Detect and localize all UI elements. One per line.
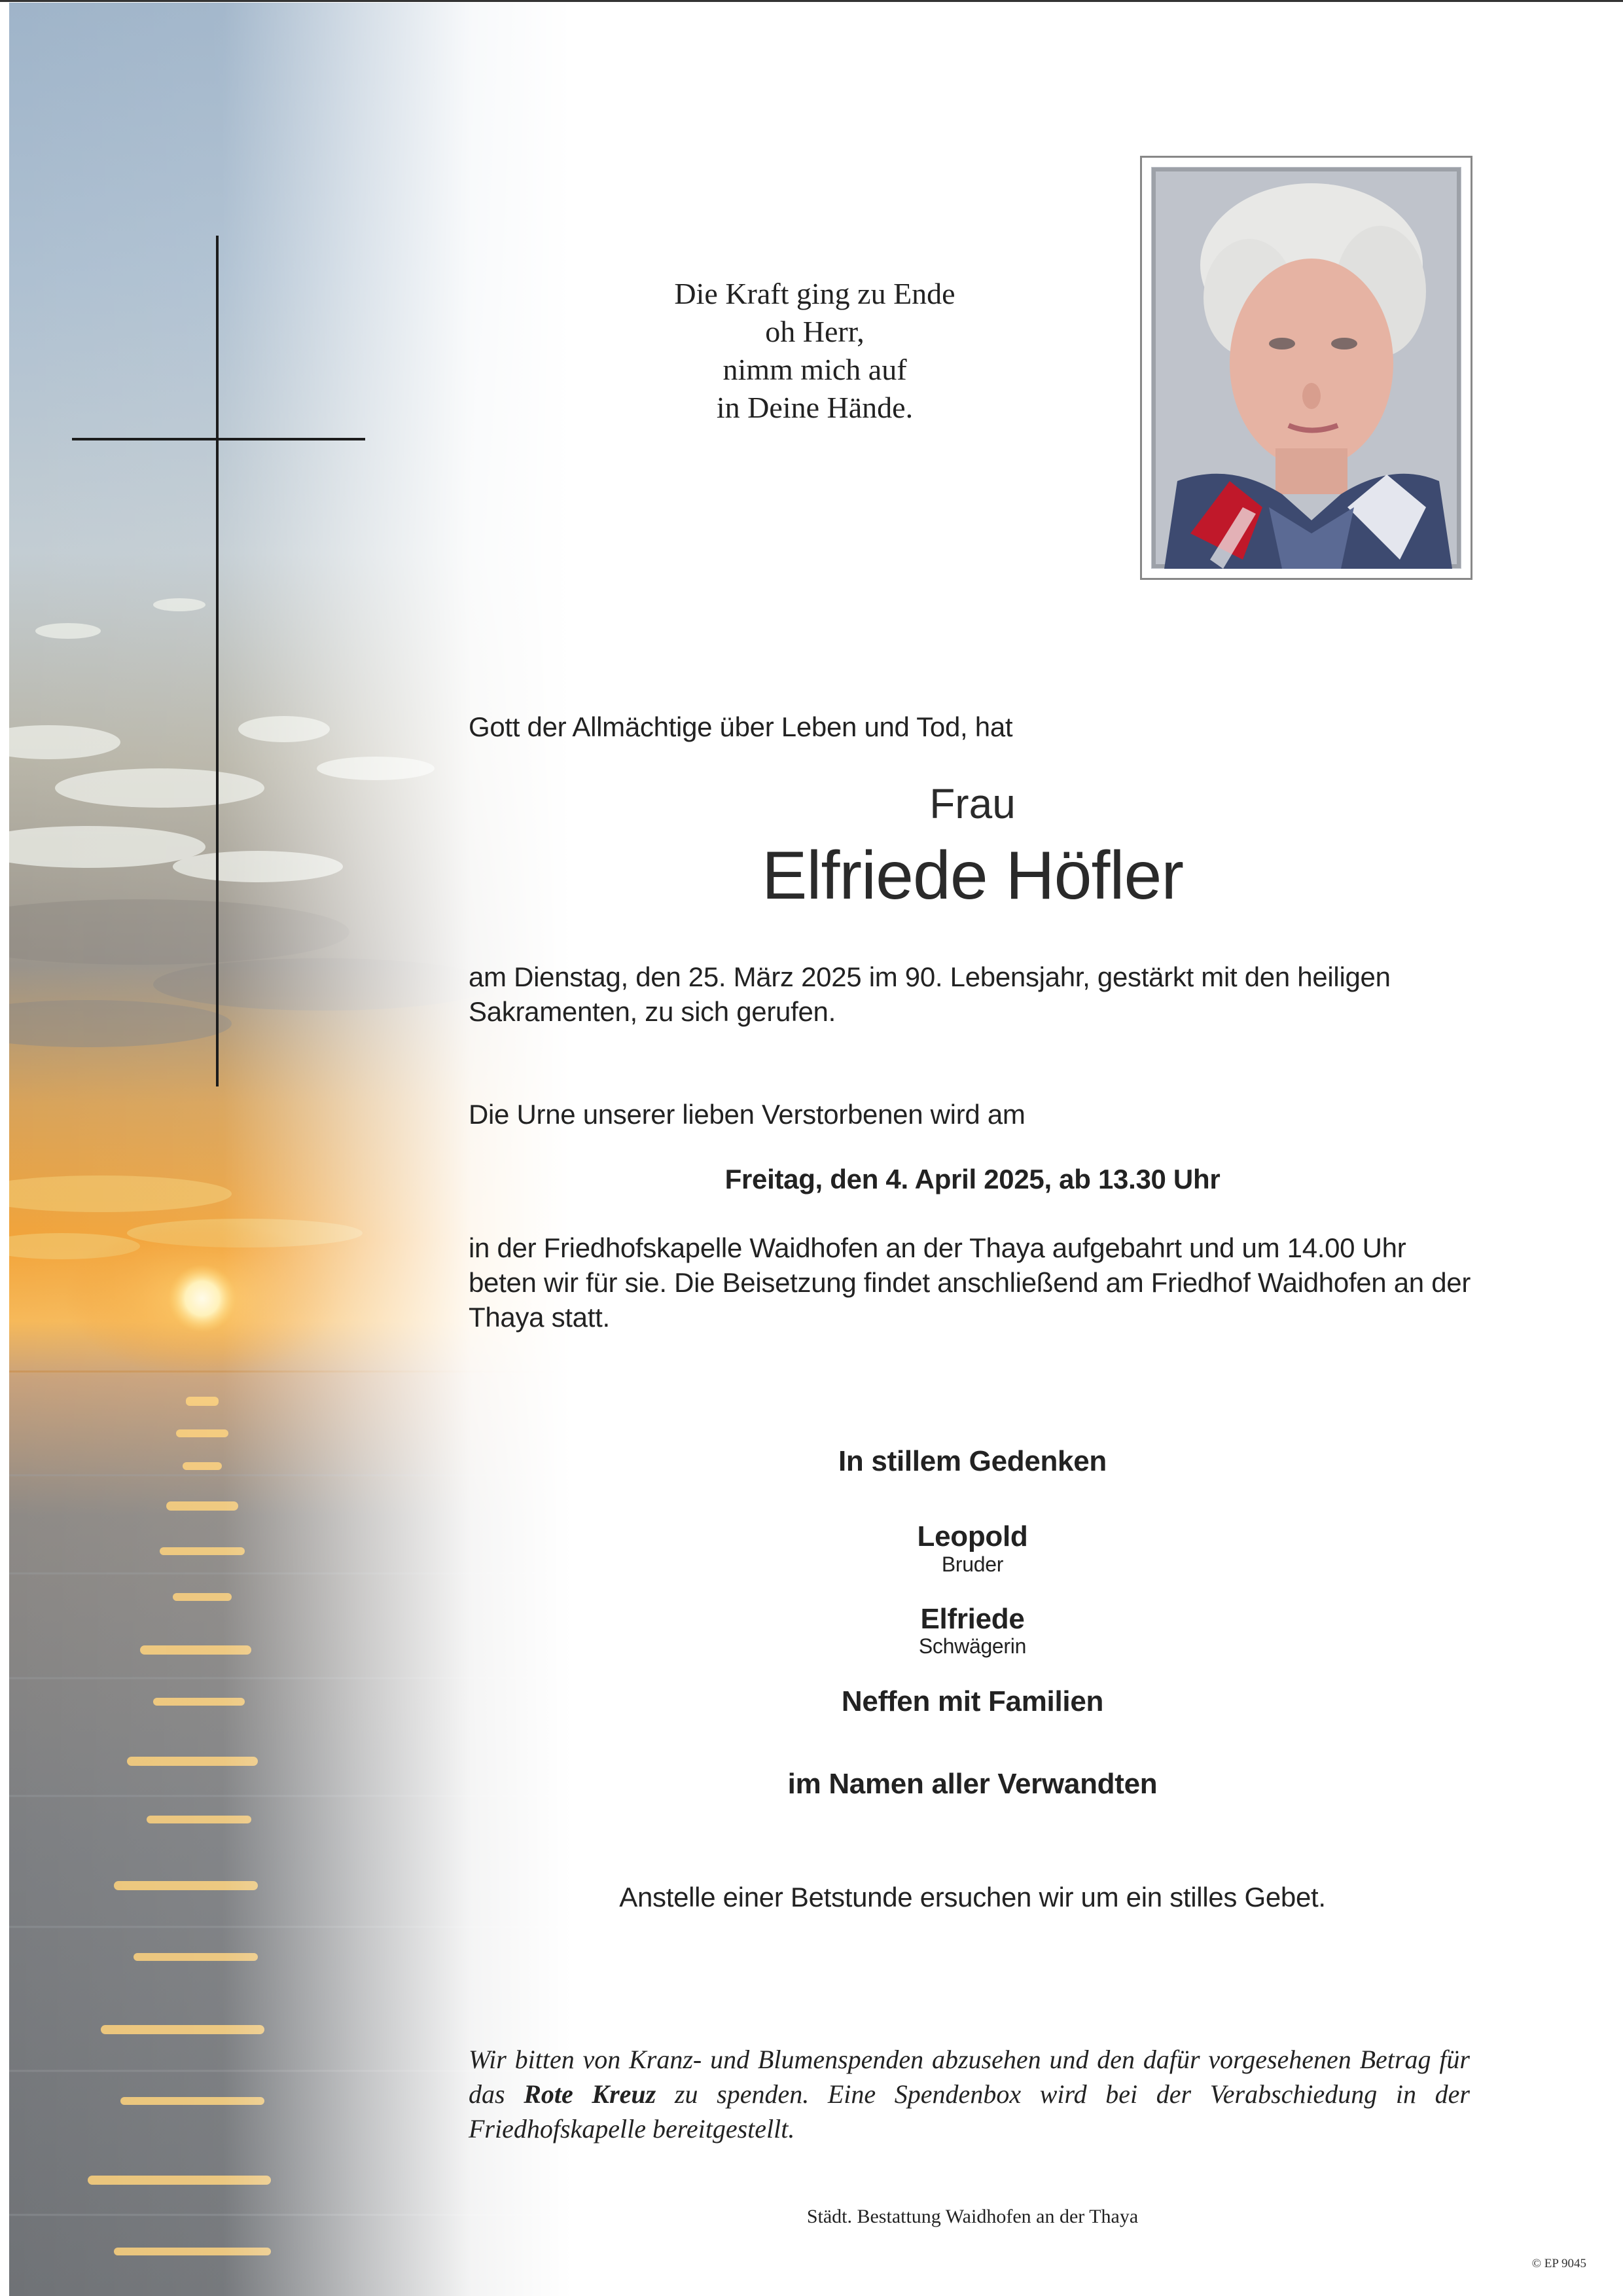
deceased-name: Elfriede Höfler <box>762 838 1183 914</box>
donation-text: zu spenden. Eine Spendenbox wird bei der Verabschiedung in der Friedhofskapelle bereitgestellt. <box>469 2079 1470 2144</box>
mourner-relation: Schwägerin <box>918 1634 1027 1658</box>
ceremony-date: Freitag, den 4. April 2025, ab 13.30 Uhr <box>724 1164 1221 1194</box>
donation-recipient: Rote Kreuz <box>524 2079 656 2109</box>
memory-heading: In stillem Gedenken <box>838 1445 1107 1477</box>
salutation: Frau <box>929 780 1016 827</box>
donation-request <box>469 2042 1470 2146</box>
verse-line: nimm mich auf <box>722 353 907 386</box>
ceremony-details: in der Friedhofskapelle Waidhofen an der Thaya aufgebahrt und um 14.00 Uhr beten wir für sie. Die Beisetzung findet anschließend am Friedhof Waidhofen an der Thaya statt. <box>469 1232 1471 1333</box>
donation-text: Wir bitten von Kranz- und Blumenspenden abzusehen und den dafür vorgesehenen Betrag für das <box>469 2045 1470 2109</box>
verse <box>589 275 1041 427</box>
cross-vertical-bar <box>216 236 219 1086</box>
top-rule <box>0 0 1623 2</box>
print-code: © EP 9045 <box>1531 2257 1586 2270</box>
portrait-photo <box>1151 167 1461 569</box>
mourner-name: Neffen mit Familien <box>841 1685 1104 1717</box>
portrait-frame <box>1140 156 1472 580</box>
mourner-relation: Bruder <box>941 1552 1004 1576</box>
sunset-sea-image <box>9 3 572 2296</box>
mourner-name: Leopold <box>917 1520 1028 1552</box>
verse-line: in Deine Hände. <box>716 391 914 424</box>
prayer-request: Anstelle einer Betstunde ersuchen wir um ein stilles Gebet. <box>619 1882 1326 1912</box>
mourner-name: Elfriede <box>920 1603 1025 1635</box>
verse-line: oh Herr, <box>765 315 865 348</box>
funeral-home: Städt. Bestattung Waidhofen an der Thaya <box>806 2206 1139 2227</box>
intro-text: Gott der Allmächtige über Leben und Tod, hat <box>469 711 1013 742</box>
death-announcement: am Dienstag, den 25. März 2025 im 90. Lebensjahr, gestärkt mit den heiligen Sakramenten, zu sich gerufen. <box>469 961 1391 1027</box>
urn-intro: Die Urne unserer lieben Verstorbenen wird am <box>469 1099 1026 1130</box>
verse-line: Die Kraft ging zu Ende <box>674 277 955 310</box>
cross-horizontal-bar <box>72 438 365 440</box>
mourner-name: im Namen aller Verwandten <box>787 1768 1158 1800</box>
